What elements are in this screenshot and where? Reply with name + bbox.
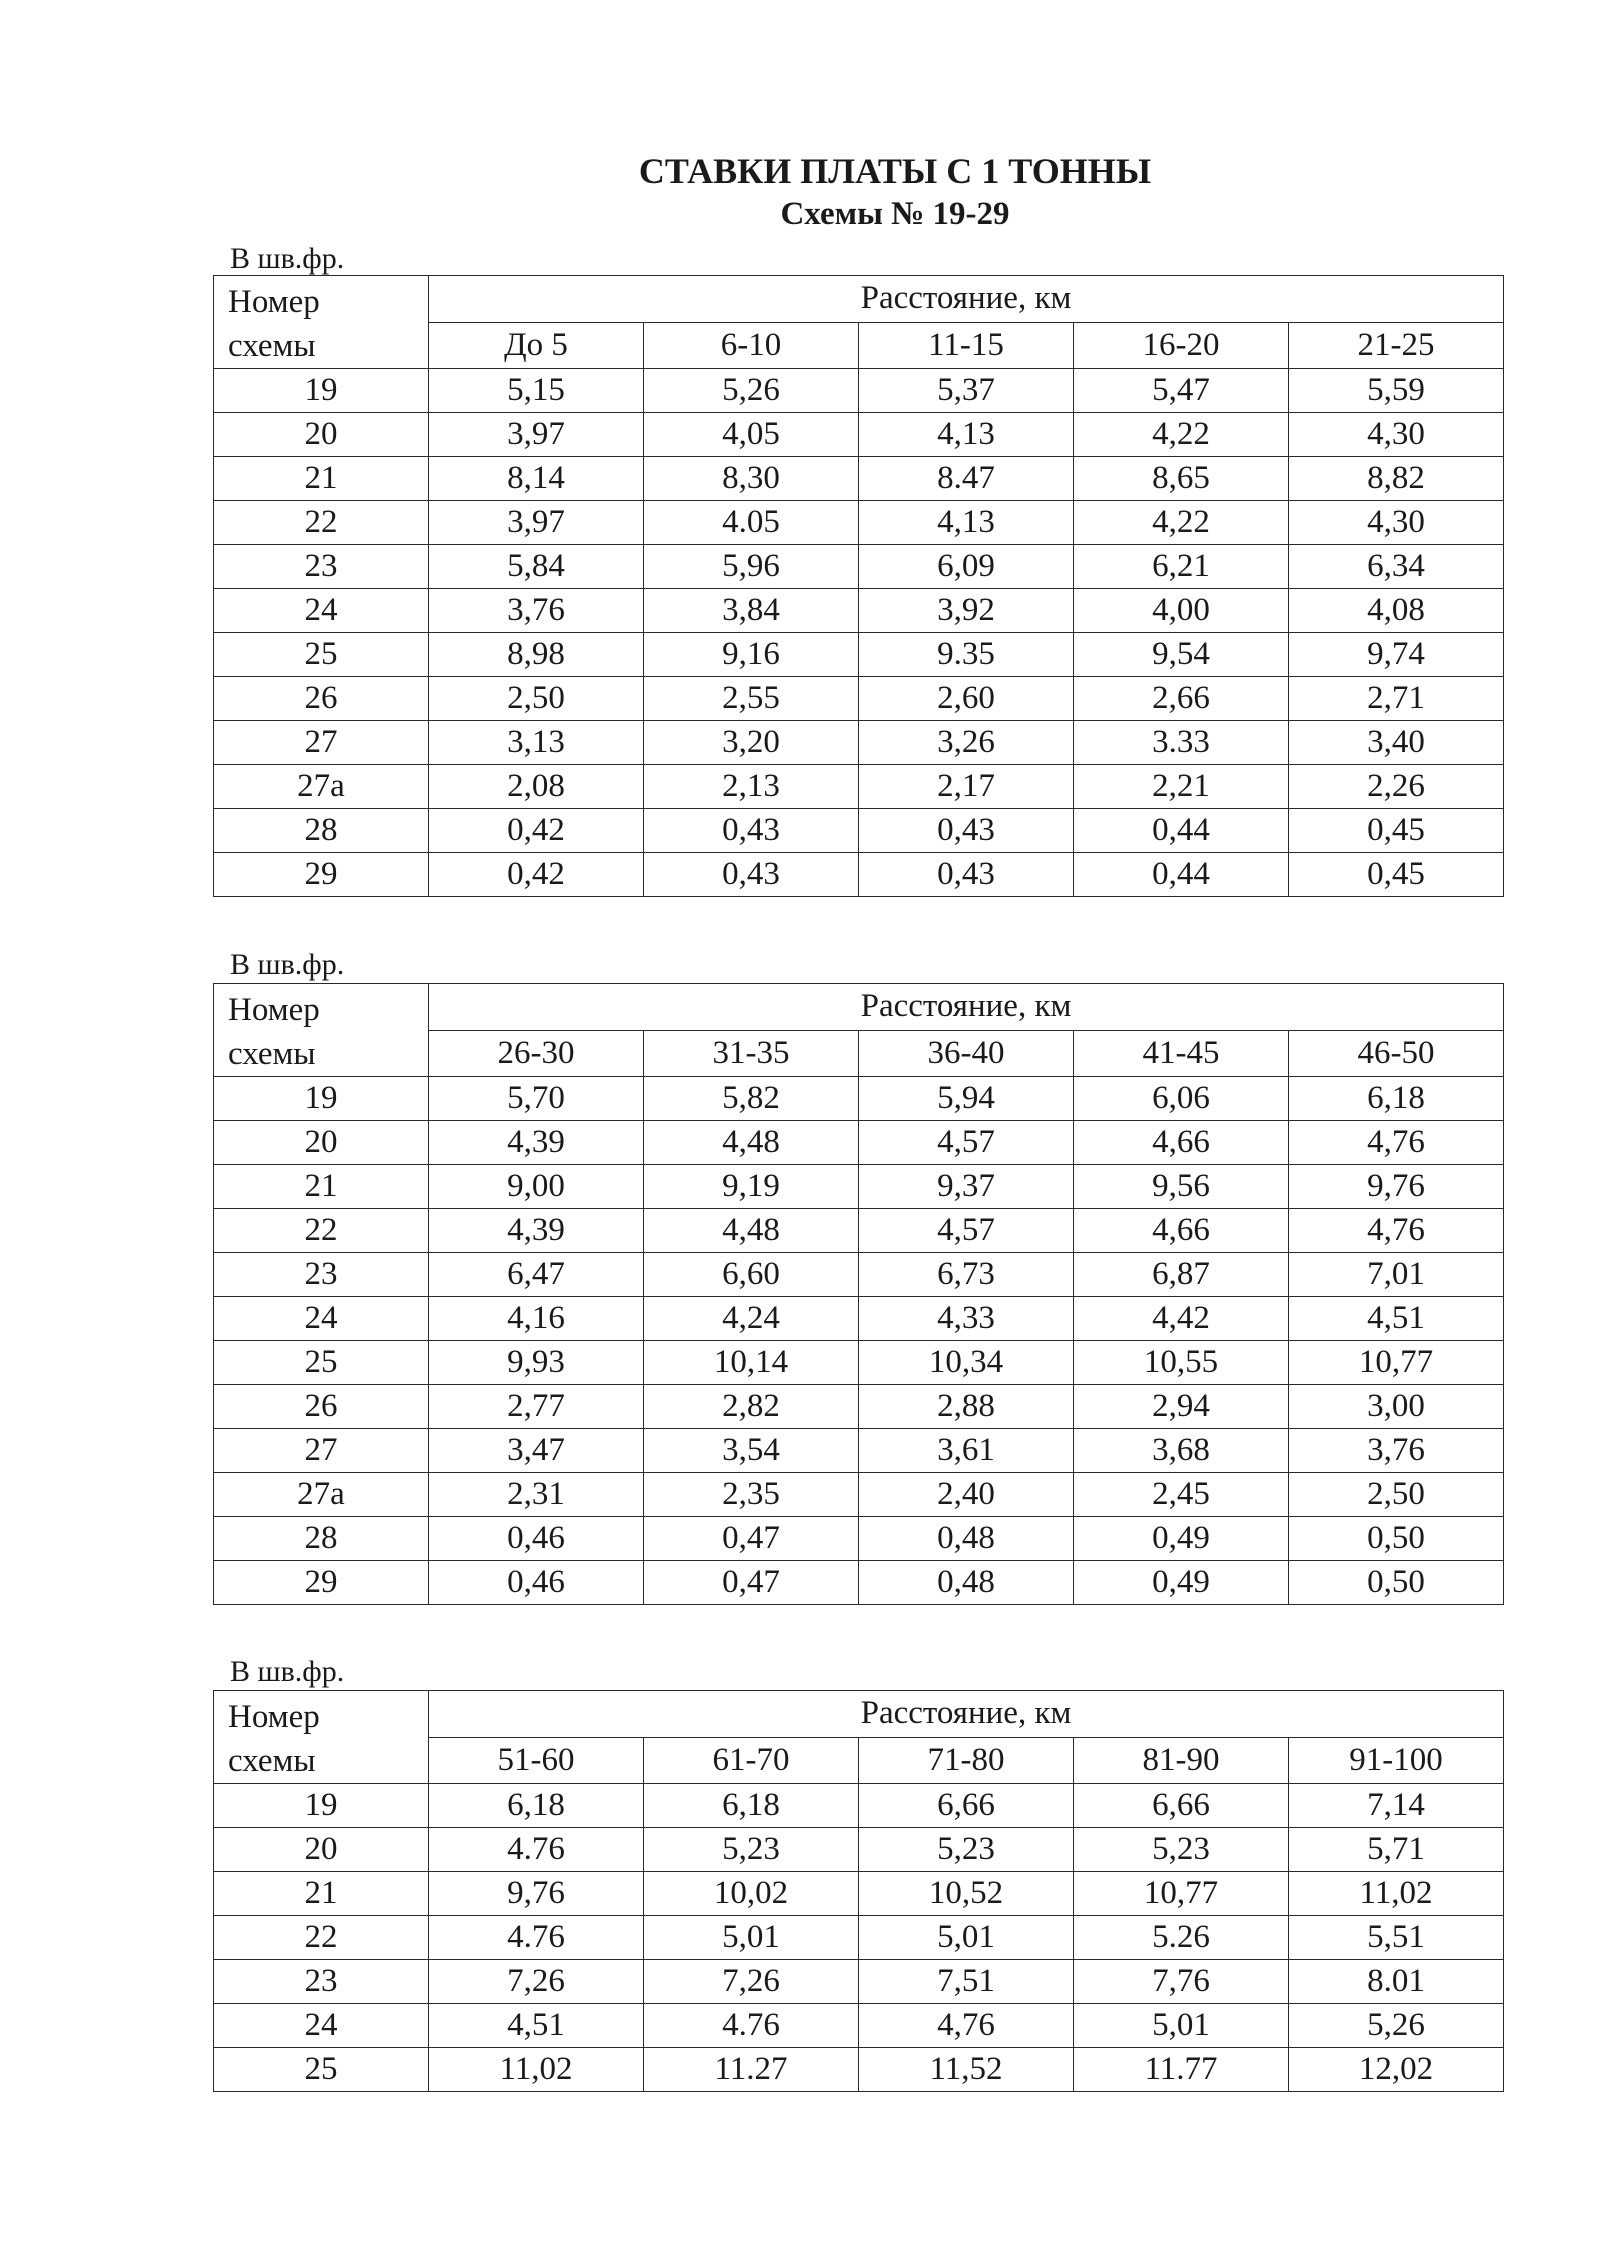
table-row: [214, 1828, 1504, 1872]
rate-cell: 0,43: [644, 853, 859, 897]
distance-column-header: 31-35: [644, 1030, 859, 1077]
rate-cell: 6,66: [859, 1784, 1074, 1828]
table-row: [214, 1473, 1504, 1517]
rate-cell: 9,16: [644, 633, 859, 677]
rate-table-2: [213, 983, 1504, 1605]
rate-cell: 11,02: [1289, 1872, 1504, 1916]
scheme-header-line2: схемы: [228, 328, 316, 364]
table-row: [214, 1517, 1504, 1561]
rate-cell: 3,68: [1074, 1429, 1289, 1473]
rate-cell: 7,26: [644, 1960, 859, 2004]
distance-group-header: Расстояние, км: [429, 276, 1504, 323]
scheme-number-cell: 22: [214, 501, 429, 545]
rate-cell: 10,34: [859, 1341, 1074, 1385]
distance-group-header: Расстояние, км: [429, 1691, 1504, 1738]
rate-cell: 5,01: [859, 1916, 1074, 1960]
rate-cell: 4,76: [1289, 1209, 1504, 1253]
table-row: [214, 721, 1504, 765]
rate-cell: 8.01: [1289, 1960, 1504, 2004]
table-note: В шв.фр.: [230, 948, 345, 981]
rate-cell: 9,76: [1289, 1165, 1504, 1209]
table-row: [214, 677, 1504, 721]
rate-cell: 8,98: [429, 633, 644, 677]
rate-cell: 10,55: [1074, 1341, 1289, 1385]
rate-cell: 4,24: [644, 1297, 859, 1341]
rate-cell: 10,14: [644, 1341, 859, 1385]
scheme-number-header: [214, 1691, 429, 1784]
rate-cell: 11.27: [644, 2048, 859, 2092]
scheme-number-cell: 27а: [214, 765, 429, 809]
scheme-header-line1: Номер: [228, 992, 320, 1028]
rate-cell: 2,08: [429, 765, 644, 809]
distance-column-header: 51-60: [429, 1737, 644, 1784]
distance-column-header: До 5: [429, 322, 644, 369]
scheme-number-cell: 24: [214, 589, 429, 633]
rate-cell: 5,23: [1074, 1828, 1289, 1872]
rate-cell: 3,40: [1289, 721, 1504, 765]
rate-cell: 6,66: [1074, 1784, 1289, 1828]
rate-cell: 3,26: [859, 721, 1074, 765]
rate-cell: 4,48: [644, 1121, 859, 1165]
rate-cell: 4.05: [644, 501, 859, 545]
rate-cell: 0,43: [644, 809, 859, 853]
rate-cell: 0,43: [859, 853, 1074, 897]
table-row: [214, 1341, 1504, 1385]
rate-cell: 0,49: [1074, 1517, 1289, 1561]
scheme-number-cell: 29: [214, 1561, 429, 1605]
rate-cell: 4,66: [1074, 1209, 1289, 1253]
table-row: [214, 1916, 1504, 1960]
scheme-number-cell: 28: [214, 1517, 429, 1561]
rate-cell: 3,76: [1289, 1429, 1504, 1473]
rate-cell: 0,49: [1074, 1561, 1289, 1605]
rate-cell: 3,54: [644, 1429, 859, 1473]
rate-cell: 6,87: [1074, 1253, 1289, 1297]
rate-cell: 6,34: [1289, 545, 1504, 589]
rate-cell: 4,13: [859, 413, 1074, 457]
scheme-number-cell: 26: [214, 677, 429, 721]
scheme-number-cell: 23: [214, 1960, 429, 2004]
table-note: В шв.фр.: [230, 242, 345, 275]
rate-cell: 8,65: [1074, 457, 1289, 501]
rate-cell: 9,56: [1074, 1165, 1289, 1209]
rate-cell: 0,45: [1289, 853, 1504, 897]
rate-cell: 0,46: [429, 1517, 644, 1561]
scheme-number-cell: 21: [214, 1165, 429, 1209]
rate-cell: 4,13: [859, 501, 1074, 545]
scheme-header-line2: схемы: [228, 1743, 316, 1779]
rate-cell: 0,46: [429, 1561, 644, 1605]
rate-cell: 11,02: [429, 2048, 644, 2092]
table-row: [214, 369, 1504, 413]
rate-cell: 3,97: [429, 413, 644, 457]
rate-cell: 0,50: [1289, 1561, 1504, 1605]
rate-cell: 5,23: [644, 1828, 859, 1872]
rate-cell: 4,57: [859, 1121, 1074, 1165]
distance-column-header: 6-10: [644, 322, 859, 369]
rate-cell: 5,70: [429, 1077, 644, 1121]
scheme-number-cell: 24: [214, 1297, 429, 1341]
table-row: [214, 1385, 1504, 1429]
rate-cell: 7,14: [1289, 1784, 1504, 1828]
table-row: [214, 853, 1504, 897]
table-row: [214, 1960, 1504, 2004]
rate-cell: 4,30: [1289, 501, 1504, 545]
rate-cell: 4,66: [1074, 1121, 1289, 1165]
rate-cell: 4,22: [1074, 501, 1289, 545]
rate-cell: 2,21: [1074, 765, 1289, 809]
rate-cell: 5,82: [644, 1077, 859, 1121]
distance-column-header: 71-80: [859, 1737, 1074, 1784]
rate-cell: 2,26: [1289, 765, 1504, 809]
table-row: [214, 413, 1504, 457]
rate-cell: 5.26: [1074, 1916, 1289, 1960]
rate-cell: 4,08: [1289, 589, 1504, 633]
table-row: [214, 457, 1504, 501]
page-title: СТАВКИ ПЛАТЫ С 1 ТОННЫ: [638, 151, 1152, 191]
distance-column-header: 41-45: [1074, 1030, 1289, 1077]
rate-cell: 2,77: [429, 1385, 644, 1429]
rate-cell: 2,82: [644, 1385, 859, 1429]
rate-cell: 3,61: [859, 1429, 1074, 1473]
rate-cell: 2,31: [429, 1473, 644, 1517]
scheme-number-header: [214, 276, 429, 369]
rate-cell: 4,51: [429, 2004, 644, 2048]
scheme-number-cell: 27: [214, 1429, 429, 1473]
table-note: В шв.фр.: [230, 1655, 345, 1688]
rate-cell: 3,13: [429, 721, 644, 765]
rate-cell: 12,02: [1289, 2048, 1504, 2092]
rate-cell: 6,18: [644, 1784, 859, 1828]
rate-cell: 9,54: [1074, 633, 1289, 677]
rate-cell: 9,37: [859, 1165, 1074, 1209]
scheme-number-cell: 23: [214, 545, 429, 589]
table-row: [214, 1253, 1504, 1297]
rate-cell: 6,06: [1074, 1077, 1289, 1121]
rate-cell: 2,88: [859, 1385, 1074, 1429]
rate-cell: 4,00: [1074, 589, 1289, 633]
rate-cell: 7,01: [1289, 1253, 1504, 1297]
rate-cell: 4,33: [859, 1297, 1074, 1341]
table-row: [214, 1429, 1504, 1473]
rate-cell: 3,76: [429, 589, 644, 633]
table-row: [214, 765, 1504, 809]
rate-cell: 9,74: [1289, 633, 1504, 677]
rate-cell: 7,51: [859, 1960, 1074, 2004]
rate-cell: 4,39: [429, 1121, 644, 1165]
rate-cell: 4,42: [1074, 1297, 1289, 1341]
rate-cell: 2,35: [644, 1473, 859, 1517]
distance-column-header: 46-50: [1289, 1030, 1504, 1077]
rate-cell: 0,44: [1074, 809, 1289, 853]
rate-cell: 5,47: [1074, 369, 1289, 413]
scheme-number-cell: 19: [214, 1077, 429, 1121]
rate-cell: 2,66: [1074, 677, 1289, 721]
rate-cell: 4,76: [1289, 1121, 1504, 1165]
rate-cell: 2,71: [1289, 677, 1504, 721]
rate-cell: 4,57: [859, 1209, 1074, 1253]
distance-column-header: 26-30: [429, 1030, 644, 1077]
rate-cell: 7,76: [1074, 1960, 1289, 2004]
rate-cell: 4,39: [429, 1209, 644, 1253]
rate-cell: 4,48: [644, 1209, 859, 1253]
rate-cell: 4.76: [429, 1828, 644, 1872]
scheme-number-cell: 19: [214, 1784, 429, 1828]
rate-cell: 0,42: [429, 853, 644, 897]
rate-cell: 6,09: [859, 545, 1074, 589]
rate-cell: 3,97: [429, 501, 644, 545]
scheme-number-cell: 27а: [214, 1473, 429, 1517]
rate-cell: 0,47: [644, 1561, 859, 1605]
rate-cell: 8.47: [859, 457, 1074, 501]
rate-cell: 0,48: [859, 1517, 1074, 1561]
scheme-number-cell: 22: [214, 1916, 429, 1960]
rate-cell: 10,02: [644, 1872, 859, 1916]
rate-cell: 8,30: [644, 457, 859, 501]
rate-cell: 10,77: [1074, 1872, 1289, 1916]
table-row: [214, 1297, 1504, 1341]
header-row: [214, 984, 1504, 1031]
scheme-header-line1: Номер: [228, 1699, 320, 1735]
scheme-number-cell: 22: [214, 1209, 429, 1253]
distance-column-header: 21-25: [1289, 322, 1504, 369]
rate-cell: 4,51: [1289, 1297, 1504, 1341]
rate-cell: 6,21: [1074, 545, 1289, 589]
distance-column-header: 91-100: [1289, 1737, 1504, 1784]
rate-cell: 6,18: [1289, 1077, 1504, 1121]
page-subtitle: Схемы № 19-29: [780, 196, 1010, 232]
rate-cell: 5,71: [1289, 1828, 1504, 1872]
rate-cell: 11,52: [859, 2048, 1074, 2092]
rate-cell: 2,60: [859, 677, 1074, 721]
rate-table-3: [213, 1690, 1504, 2092]
rate-cell: 4,22: [1074, 413, 1289, 457]
scheme-number-cell: 29: [214, 853, 429, 897]
rate-cell: 5,01: [644, 1916, 859, 1960]
table-row: [214, 1784, 1504, 1828]
table-row: [214, 2004, 1504, 2048]
rate-cell: 5,51: [1289, 1916, 1504, 1960]
rate-cell: 3,00: [1289, 1385, 1504, 1429]
rate-cell: 2,17: [859, 765, 1074, 809]
rate-cell: 10,77: [1289, 1341, 1504, 1385]
scheme-number-cell: 25: [214, 1341, 429, 1385]
scheme-number-cell: 23: [214, 1253, 429, 1297]
rate-cell: 5,26: [644, 369, 859, 413]
rate-cell: 6,47: [429, 1253, 644, 1297]
scheme-number-cell: 26: [214, 1385, 429, 1429]
rate-cell: 10,52: [859, 1872, 1074, 1916]
scheme-number-cell: 21: [214, 1872, 429, 1916]
rate-cell: 9,93: [429, 1341, 644, 1385]
rate-cell: 5,96: [644, 545, 859, 589]
rate-cell: 9,19: [644, 1165, 859, 1209]
rate-cell: 5,15: [429, 369, 644, 413]
header-row: [214, 1691, 1504, 1738]
rate-cell: 0,45: [1289, 809, 1504, 853]
rate-cell: 9.35: [859, 633, 1074, 677]
rate-cell: 0,48: [859, 1561, 1074, 1605]
rate-cell: 5,84: [429, 545, 644, 589]
table-row: [214, 1561, 1504, 1605]
rate-cell: 2,40: [859, 1473, 1074, 1517]
distance-column-header: 11-15: [859, 322, 1074, 369]
table-row: [214, 1872, 1504, 1916]
rate-cell: 4,76: [859, 2004, 1074, 2048]
rate-cell: 7,26: [429, 1960, 644, 2004]
rate-cell: 5,26: [1289, 2004, 1504, 2048]
distance-column-header: 81-90: [1074, 1737, 1289, 1784]
rate-cell: 5,23: [859, 1828, 1074, 1872]
scheme-number-cell: 20: [214, 413, 429, 457]
rate-cell: 3,47: [429, 1429, 644, 1473]
scheme-number-cell: 25: [214, 633, 429, 677]
rate-table-1: [213, 275, 1504, 897]
table-row: [214, 633, 1504, 677]
scheme-number-cell: 28: [214, 809, 429, 853]
rate-cell: 4,16: [429, 1297, 644, 1341]
rate-cell: 3,20: [644, 721, 859, 765]
rate-cell: 5,59: [1289, 369, 1504, 413]
scheme-number-cell: 21: [214, 457, 429, 501]
rate-cell: 3,92: [859, 589, 1074, 633]
rate-cell: 0,44: [1074, 853, 1289, 897]
rate-cell: 6,73: [859, 1253, 1074, 1297]
distance-group-header: Расстояние, км: [429, 984, 1504, 1031]
rate-cell: 2,55: [644, 677, 859, 721]
table-row: [214, 1077, 1504, 1121]
rate-cell: 2,45: [1074, 1473, 1289, 1517]
rate-cell: 4,30: [1289, 413, 1504, 457]
distance-column-header: 16-20: [1074, 322, 1289, 369]
scheme-header-line2: схемы: [228, 1036, 316, 1072]
rate-cell: 5,37: [859, 369, 1074, 413]
rate-cell: 2,13: [644, 765, 859, 809]
distance-column-header: 36-40: [859, 1030, 1074, 1077]
scheme-header-line1: Номер: [228, 284, 320, 320]
scheme-number-header: [214, 984, 429, 1077]
rate-cell: 4,05: [644, 413, 859, 457]
rate-cell: 0,50: [1289, 1517, 1504, 1561]
rate-cell: 2,50: [429, 677, 644, 721]
scheme-number-cell: 27: [214, 721, 429, 765]
rate-cell: 2,94: [1074, 1385, 1289, 1429]
scheme-number-cell: 19: [214, 369, 429, 413]
rate-cell: 4.76: [429, 1916, 644, 1960]
rate-cell: 5,01: [1074, 2004, 1289, 2048]
rate-cell: 0,42: [429, 809, 644, 853]
header-row: [214, 276, 1504, 323]
distance-column-header: 61-70: [644, 1737, 859, 1784]
rate-cell: 0,47: [644, 1517, 859, 1561]
table-row: [214, 2048, 1504, 2092]
rate-cell: 6,18: [429, 1784, 644, 1828]
rate-cell: 3,84: [644, 589, 859, 633]
scheme-number-cell: 20: [214, 1828, 429, 1872]
rate-cell: 6,60: [644, 1253, 859, 1297]
table-row: [214, 1209, 1504, 1253]
scheme-number-cell: 24: [214, 2004, 429, 2048]
rate-cell: 8,82: [1289, 457, 1504, 501]
table-row: [214, 545, 1504, 589]
scheme-number-cell: 20: [214, 1121, 429, 1165]
table-row: [214, 809, 1504, 853]
rate-cell: 9,76: [429, 1872, 644, 1916]
rate-cell: 9,00: [429, 1165, 644, 1209]
table-row: [214, 589, 1504, 633]
rate-cell: 4.76: [644, 2004, 859, 2048]
table-row: [214, 1165, 1504, 1209]
scheme-number-cell: 25: [214, 2048, 429, 2092]
table-row: [214, 501, 1504, 545]
rate-cell: 11.77: [1074, 2048, 1289, 2092]
table-row: [214, 1121, 1504, 1165]
rate-cell: 0,43: [859, 809, 1074, 853]
rate-cell: 8,14: [429, 457, 644, 501]
rate-cell: 5,94: [859, 1077, 1074, 1121]
rate-cell: 2,50: [1289, 1473, 1504, 1517]
rate-cell: 3.33: [1074, 721, 1289, 765]
